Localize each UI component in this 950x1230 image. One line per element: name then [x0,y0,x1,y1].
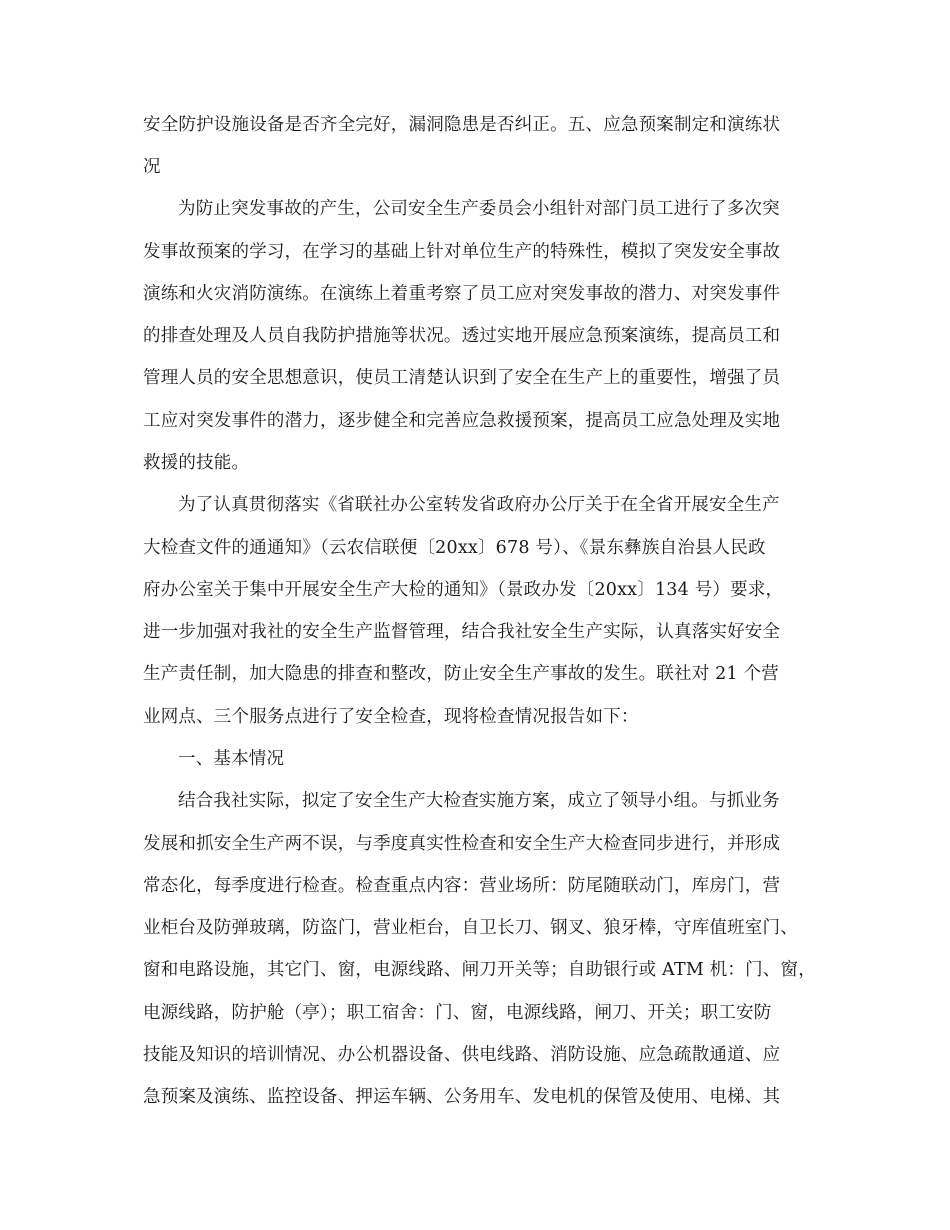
text-line: 进一步加强对我社的安全生产监督管理，结合我社安全生产实际，认真落实好安全 [143,622,781,642]
paragraph-start-line: 为了认真贯彻落实《省联社办公室转发省政府办公厅关于在全省开展安全生产 [178,495,780,515]
text-line: 常态化，每季度进行检查。检查重点内容：营业场所：防尾随联动门，库房门，营 [143,876,781,896]
text-line: 管理人员的安全思想意识，使员工清楚认识到了安全在生产上的重要性，增强了员 [143,368,781,388]
text-line: 的排查处理及人员自我防护措施等状况。透过实地开展应急预案演练，提高员工和 [143,326,781,346]
text-line: 生产责任制，加大隐患的排查和整改，防止安全生产事故的发生。联社对 21 个营 [143,664,779,684]
text-line: 大检查文件的通通知》（云农信联便〔20xx〕678 号）、《景东彝族自治县人民政 [143,538,766,558]
text-line: 演练和火灾消防演练。在演练上着重考察了员工应对突发事故的潜力、对突发事件 [143,284,781,304]
section-heading: 一、基本情况 [178,749,285,769]
text-line: 急预案及演练、监控设备、押运车辆、公务用车、发电机的保管及使用、电梯、其 [143,1087,781,1107]
text-line: 电源线路，防护舱（亭）；职工宿舍：门、窗，电源线路，闸刀、开关；职工安防 [143,1003,772,1023]
text-line: 府办公室关于集中开展安全生产大检的通知》（景政办发〔20xx〕134 号）要求， [143,580,784,600]
text-line: 救援的技能。 [143,453,250,473]
text-line: 发展和抓安全生产两不误，与季度真实性检查和安全生产大检查同步进行，并形成 [143,834,781,854]
text-line: 技能及知识的培训情况、办公机器设备、供电线路、消防设施、应急疏散通道、应 [143,1045,781,1065]
text-line: 窗和电路设施，其它门、窗，电源线路、闸刀开关等；自助银行或 ATM 机：门、窗， [143,960,816,980]
text-line: 业柜台及防弹玻璃，防盗门，营业柜台，自卫长刀、钢叉、狼牙棒，守库值班室门、 [143,918,798,938]
text-line: 业网点、三个服务点进行了安全检查，现将检查情况报告如下： [143,707,639,727]
paragraph-start-line: 结合我社实际，拟定了安全生产大检查实施方案，成立了领导小组。与抓业务 [178,791,780,811]
text-line: 发事故预案的学习，在学习的基础上针对单位生产的特殊性，模拟了突发安全事故 [143,242,781,262]
paragraph-start-line: 为防止突发事故的产生，公司安全生产委员会小组针对部门员工进行了多次突 [178,199,780,219]
text-line: 安全防护设施设备是否齐全完好，漏洞隐患是否纠正。五、应急预案制定和演练状 [143,115,781,135]
text-line: 况 [143,157,161,177]
text-line: 工应对突发事件的潜力，逐步健全和完善应急救援预案，提高员工应急处理及实地 [143,411,781,431]
